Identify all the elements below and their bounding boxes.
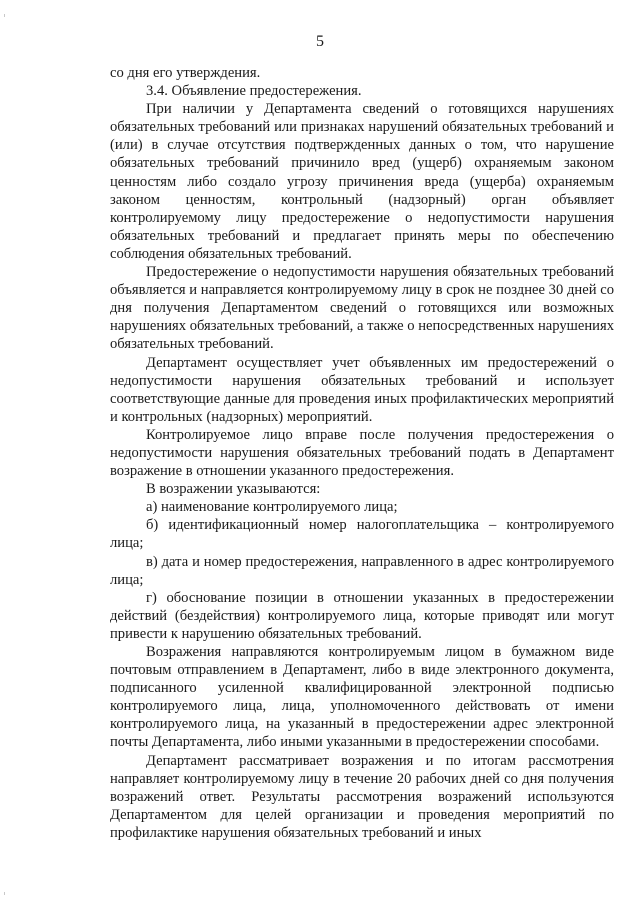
paragraph-10: г) обоснование позиции в отношении указанных в предостережении действий (бездействия) контролируемого лица, которые приводят или могут привести к нарушению обязательных требований. (110, 589, 614, 642)
edge-mark-top (4, 14, 5, 17)
edge-mark-bottom (4, 892, 5, 895)
paragraph-12: Департамент рассматривает возражения и по итогам рассмотрения направляет контролируемому лицу в течение 20 рабочих дней со дня получения возражений ответ. Результаты рассмотрения возражений используются Департаментом для целей организации и проведения мероприятий по профилактике нарушения обязательных требований и иных (110, 752, 614, 841)
paragraph-4: Департамент осуществляет учет объявленных им предостережений о недопустимости нарушения обязательных требований и использует соответствующие данные для проведения иных профилактических мероприятий и контрольных (надзорных) мероприятий. (110, 354, 614, 425)
paragraph-0: со дня его утверждения. (110, 65, 261, 81)
paragraph-5: Контролируемое лицо вправе после получения предостережения о недопустимости нарушения обязательных требований подать в Департамент возражение в отношении указанного предостережения. (110, 426, 614, 480)
paragraph-8: б) идентификационный номер налогоплательщика – контролируемого лица; (110, 517, 614, 552)
paragraph-9: в) дата и номер предостережения, направленного в адрес контролируемого лица; (110, 553, 614, 588)
paragraph-11: Возражения направляются контролируемым лицом в бумажном виде почтовым отправлением в Департамент, либо в виде электронного документа, подписанного усиленной квалифицированной электронной подписью контролируемого лица, лица, уполномоченного действовать от имени контролируемого лица, на указанный в предостережении адрес электронной почты Департамента, либо иными указанными в предостережении способами. (110, 644, 614, 751)
page-number: 5 (316, 33, 324, 50)
paragraph-2: При наличии у Департамента сведений о готовящихся нарушениях обязательных требований или признаках нарушений обязательных требований и (или) в случае отсутствия подтвержденных данных о том, что нарушение обязательных требований причинило вред (ущерб) охраняемым законом ценностям либо создало угрозу причинения вреда (ущерба) охраняемым законом ценностям, контрольный (надзорный) орган объявляет контролируемому лицу предостережение о недопустимости нарушения обязательных требований и предлагает принять меры по обеспечению соблюдения обязательных требований. (110, 101, 614, 262)
paragraph-7: а) наименование контролируемого лица; (146, 499, 398, 516)
document-body (110, 64, 614, 842)
paragraph-1: 3.4. Объявление предостережения. (146, 83, 362, 100)
paragraph-6: В возражении указываются: (146, 481, 321, 498)
paragraph-3: Предостережение о недопустимости нарушения обязательных требований объявляется и направляется контролируемому лицу в срок не позднее 30 дней со дня получения Департаментом сведений о готовящихся или возможных нарушениях обязательных требований, а также о непосредственных нарушениях обязательных требований. (110, 264, 614, 353)
